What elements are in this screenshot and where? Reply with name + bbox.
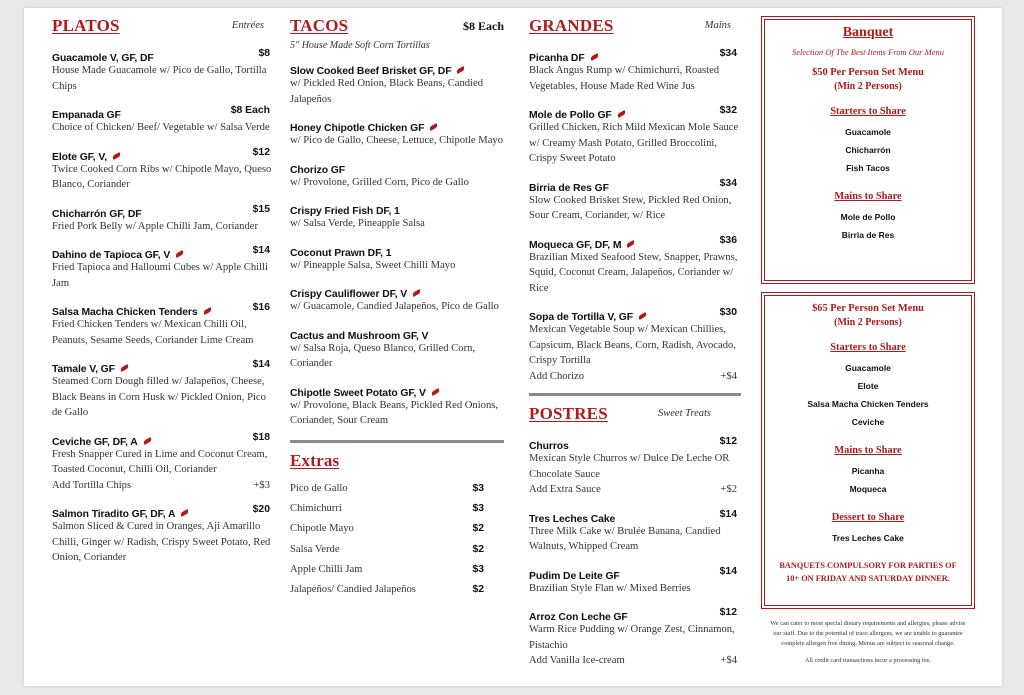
menu1-mains xyxy=(762,208,974,244)
menu-item-price: $34 xyxy=(719,177,737,189)
extras-title: Extras xyxy=(290,450,340,470)
menu-item-price: $16 xyxy=(252,302,270,313)
menu-item-name: Elote GF, V, xyxy=(52,151,108,163)
tacos-title: TACOS xyxy=(290,16,349,35)
menu-item-name: Chicharrón GF, DF xyxy=(52,208,142,220)
menu-item-name: Mole de Pollo GF xyxy=(529,110,612,121)
menu-item xyxy=(290,243,504,274)
menu-item-name: Chipotle Sweet Potato GF, V xyxy=(290,387,426,399)
menu-item xyxy=(52,504,274,566)
addon-label: Add Extra Sauce xyxy=(529,484,601,495)
menu2-mains-title: Mains to Share xyxy=(834,445,902,456)
extra-item-price: $3 xyxy=(472,502,484,514)
addon-price: +$2 xyxy=(720,484,737,495)
menu-item-description: Three Milk Cake w/ Brulée Banana, Candied Walnuts, Whipped Cream xyxy=(529,525,721,552)
menu-item-price: $32 xyxy=(719,105,737,116)
menu-item-name: Empanada GF xyxy=(52,110,121,121)
menu-item-header xyxy=(290,284,504,299)
menu-item-header xyxy=(52,432,274,447)
banquet-dish: Mole de Pollo xyxy=(840,212,896,222)
menu2-mains xyxy=(762,462,974,498)
addon-label: Add Vanilla Ice-cream xyxy=(529,655,625,666)
addon-price: +$4 xyxy=(720,370,737,382)
menu-item-addon xyxy=(52,478,274,494)
menu-item xyxy=(290,284,504,315)
extra-item xyxy=(290,503,504,523)
menu-item-description: Fried Chicken Tenders w/ Mexican Chilli Oil, Peanuts, Sesame Seeds, Coriander Lime Cream xyxy=(52,319,254,346)
menu-item-name: Arroz Con Leche GF xyxy=(529,612,628,623)
menu-item-header xyxy=(52,245,274,260)
banquet-dish: Guacamole xyxy=(845,363,891,373)
menu-item xyxy=(290,201,504,232)
extra-item-name: Pico de Gallo xyxy=(290,482,348,494)
banquet-dish: Ceviche xyxy=(851,417,885,427)
addon-label: Add Chorizo xyxy=(529,370,585,382)
banquet-dish: Salsa Macha Chicken Tenders xyxy=(807,399,929,409)
chili-icon xyxy=(430,388,440,396)
menu2-desserts xyxy=(762,529,974,547)
menu1-starters xyxy=(762,123,974,177)
menu-item-price: $12 xyxy=(252,146,270,158)
menu-item xyxy=(529,48,741,94)
grandes-column xyxy=(529,16,741,680)
menu-item-name: Ceviche GF, DF, A xyxy=(52,436,138,448)
menu2-starters-title: Starters to Share xyxy=(830,342,906,353)
postres-title: POSTRES xyxy=(529,404,608,423)
extra-item xyxy=(290,584,504,604)
extra-item-name: Apple Chilli Jam xyxy=(290,564,363,576)
card-fee-note: All credit card transactions incur a processing fee. xyxy=(804,657,932,664)
menu-item-name: Crispy Fried Fish DF, 1 xyxy=(290,206,400,217)
menu-item-description: Twice Cooked Corn Ribs w/ Chipotle Mayo, Queso Blanco, Coriander xyxy=(52,163,272,190)
menu-item-description: Warm Rice Pudding w/ Orange Zest, Cinnamon, Pistachio xyxy=(529,624,735,651)
menu-item-price: $12 xyxy=(719,607,737,618)
postres-subtitle: Sweet Treats xyxy=(658,408,711,419)
menu-item-price: $14 xyxy=(252,359,270,370)
menu-item-price: $34 xyxy=(719,48,737,59)
menu-item-header xyxy=(529,607,741,622)
menu-item-description: w/ Pineapple Salsa, Sweet Chilli Mayo xyxy=(290,259,456,271)
postres-header xyxy=(529,404,741,426)
chili-icon xyxy=(180,509,190,517)
menu-item-header xyxy=(529,235,741,250)
banquet-title: Banquet xyxy=(842,25,894,40)
menu2-price: $65 Per Person Set Menu xyxy=(812,303,924,314)
extras-list xyxy=(290,483,504,605)
extra-item-price: $3 xyxy=(472,482,484,494)
menu-item-header xyxy=(529,509,741,524)
menu-item-header xyxy=(52,359,274,374)
menu-item xyxy=(290,326,504,372)
menu-item-name: Sopa de Tortilla V, GF xyxy=(529,312,634,323)
banquet-dish: Picanha xyxy=(851,466,885,476)
extra-item-name: Salsa Verde xyxy=(290,543,340,555)
menu-item xyxy=(529,607,741,669)
menu-item xyxy=(52,245,274,291)
menu-item-description: Salmon Sliced & Cured in Oranges, Aji Amarillo Chilli, Ginger w/ Radish, Crispy Sweet Potato, Red Onion, Coriander xyxy=(52,521,271,563)
menu-item xyxy=(52,204,274,235)
platos-list xyxy=(52,48,274,566)
menu-item-description: Choice of Chicken/ Beef/ Vegetable w/ Salsa Verde xyxy=(52,122,270,133)
menu-item-description: Black Angus Rump w/ Chimichurri, Roasted Vegetables, House Made Red Wine Jus xyxy=(529,65,720,92)
banquet-dish: Chicharrón xyxy=(845,145,891,155)
menu-item-name: Picanha DF xyxy=(529,53,585,64)
menu-item-header xyxy=(290,160,504,175)
menu-item-name: Guacamole V, GF, DF xyxy=(52,53,154,64)
extra-item-price: $2 xyxy=(472,584,484,596)
banquet-dish: Birria de Res xyxy=(841,230,895,240)
menu-item-price: $14 xyxy=(252,245,270,256)
menu-item xyxy=(529,509,741,555)
menu-item-name: Cactus and Mushroom GF, V xyxy=(290,330,429,342)
extra-item-price: $2 xyxy=(472,543,484,555)
chili-icon xyxy=(589,53,599,61)
menu-item-description: w/ Provolone, Black Beans, Pickled Red Onions, Coriander, Sour Cream xyxy=(290,399,499,426)
banquet-dish: Fish Tacos xyxy=(846,163,890,173)
menu-item xyxy=(52,48,274,94)
section-divider xyxy=(290,440,504,443)
extra-item-name: Chimichurri xyxy=(290,502,342,514)
tacos-column xyxy=(290,16,504,605)
menu-item xyxy=(290,383,504,429)
menu-item-header xyxy=(52,302,274,317)
menu-item-header xyxy=(290,243,504,258)
banquet-compulsory-note: BANQUETS COMPULSORY FOR PARTIES OF 10+ ON FRIDAY AND SATURDAY DINNER. xyxy=(779,561,957,583)
chili-icon xyxy=(142,437,152,445)
grandes-title: GRANDES xyxy=(529,16,614,35)
menu-item-name: Salsa Macha Chicken Tenders xyxy=(52,307,198,318)
tacos-list xyxy=(290,61,504,429)
menu-item-price: $8 xyxy=(258,48,270,59)
menu-item-name: Tamale V, GF xyxy=(52,364,115,375)
menu-item-header xyxy=(529,178,741,193)
menu-item-addon xyxy=(529,482,741,498)
menu-item xyxy=(529,566,741,597)
extra-item-price: $2 xyxy=(472,523,484,535)
menu-item-name: Honey Chipotle Chicken GF xyxy=(290,123,425,134)
menu1-min: (Min 2 Persons) xyxy=(834,81,902,92)
banquet-dish: Moqueca xyxy=(849,484,887,494)
menu-item xyxy=(529,235,741,297)
menu-item-price: $12 xyxy=(719,436,737,447)
menu-item-header xyxy=(529,48,741,63)
tacos-header xyxy=(290,16,504,38)
menu2-dessert-title: Dessert to Share xyxy=(831,512,905,523)
menu-item-description: w/ Salsa Roja, Queso Blanco, Grilled Corn, Coriander xyxy=(290,342,476,369)
menu-item-price: $14 xyxy=(719,565,737,577)
menu-item-description: Fried Pork Belly w/ Apple Chilli Jam, Coriander xyxy=(52,220,258,232)
menu-item-header xyxy=(52,48,274,63)
menu-item-header xyxy=(290,118,504,133)
tacos-tagline: 5" House Made Soft Corn Tortillas xyxy=(290,40,430,51)
menu-item-description: Brazilian Mixed Seafood Stew, Snapper, Prawns, Squid, Coconut Cream, Jalapeños, Coriander w/ Rice xyxy=(529,251,738,294)
postres-list xyxy=(529,436,741,669)
menu-item xyxy=(52,105,274,136)
platos-subtitle: Entrées xyxy=(231,20,264,31)
platos-title: PLATOS xyxy=(52,16,120,35)
menu-item-header xyxy=(529,436,741,451)
chili-icon xyxy=(429,123,439,131)
banquet-column xyxy=(761,16,975,664)
menu-item xyxy=(529,178,741,224)
grandes-list xyxy=(529,48,741,384)
grandes-header xyxy=(529,16,741,38)
menu-item-name: Tres Leches Cake xyxy=(529,513,616,525)
menu-item-header xyxy=(290,326,504,341)
menu-item xyxy=(52,432,274,494)
menu-item-description: Fried Tapioca and Halloumi Cubes w/ Apple Chilli Jam xyxy=(52,262,268,289)
menu-item-name: Coconut Prawn DF, 1 xyxy=(290,247,392,259)
menu-item xyxy=(529,105,741,167)
menu-item-price: $15 xyxy=(252,203,270,215)
menu-item-header xyxy=(290,61,504,76)
chili-icon xyxy=(412,289,422,297)
menu-item-name: Slow Cooked Beef Brisket GF, DF xyxy=(290,66,452,77)
addon-price: +$4 xyxy=(720,655,737,666)
allergen-fine-print: We can cater to most special dietary requirements and allergies, please advise our staff. Due to the potential of trace allergens, we are unable to guarantee complete allergen free dining. Menus are subject to seasonal change. xyxy=(770,620,966,647)
banquet-box-65 xyxy=(761,292,975,609)
menu-item-description: Grilled Chicken, Rich Mild Mexican Mole Sauce w/ Creamy Mash Potato, Grilled Broccolini, Crispy Sweet Potato xyxy=(529,122,739,164)
menu-item-addon xyxy=(529,369,741,385)
menu-item xyxy=(290,160,504,191)
menu-item-header xyxy=(529,566,741,581)
menu-item-header xyxy=(290,383,504,398)
banquet-tagline: Selection Of The Best Items From Our Menu xyxy=(792,47,944,57)
menu-item-description: Mexican Vegetable Soup w/ Mexican Chillies, Capsicum, Black Beans, Corn, Radish, Avocado, Crispy Tortilla xyxy=(529,324,736,366)
menu-item-description: Brazilian Style Flan w/ Mixed Berries xyxy=(529,582,691,594)
extra-item xyxy=(290,483,504,503)
chili-icon xyxy=(175,250,185,258)
menu-page xyxy=(24,8,1002,686)
extra-item-price: $3 xyxy=(472,564,484,576)
chili-icon xyxy=(638,312,648,320)
banquet-dish: Elote xyxy=(857,381,879,391)
menu-item-description: House Made Guacamole w/ Pico de Gallo, Tortilla Chips xyxy=(52,65,267,92)
section-divider xyxy=(529,393,741,396)
menu-item-description: w/ Pickled Red Onion, Black Beans, Candied Jalapeños xyxy=(290,78,484,105)
menu2-starters xyxy=(762,359,974,431)
menu1-mains-title: Mains to Share xyxy=(834,191,902,202)
menu-item-name: Pudim De Leite GF xyxy=(529,570,620,582)
menu-item-header xyxy=(52,105,274,120)
extra-item xyxy=(290,523,504,543)
menu-item-name: Chorizo GF xyxy=(290,164,345,176)
menu-item xyxy=(52,302,274,348)
banquet-dish: Guacamole xyxy=(845,127,891,137)
menu-item-addon xyxy=(529,653,741,669)
extra-item-name: Chipotle Mayo xyxy=(290,523,354,535)
chili-icon xyxy=(626,240,636,248)
tacos-price: $8 Each xyxy=(462,19,504,33)
banquet-dish: Tres Leches Cake xyxy=(832,533,904,543)
platos-column xyxy=(52,16,274,577)
menu-item-header xyxy=(529,307,741,322)
menu-item-name: Salmon Tiradito GF, DF, A xyxy=(52,509,176,520)
menu-item-price: $30 xyxy=(719,307,737,318)
menu-item-price: $8 Each xyxy=(230,105,270,116)
menu-item xyxy=(52,359,274,421)
addon-price: +$3 xyxy=(253,479,270,491)
menu-item xyxy=(529,436,741,498)
grandes-subtitle: Mains xyxy=(704,20,731,31)
extra-item xyxy=(290,544,504,564)
chili-icon xyxy=(120,364,130,372)
menu1-price: $50 Per Person Set Menu xyxy=(812,67,924,78)
menu-item-header xyxy=(52,204,274,219)
menu-item-name: Dahino de Tapioca GF, V xyxy=(52,250,171,261)
menu-item-name: Birria de Res GF xyxy=(529,182,609,194)
menu-item-description: w/ Salsa Verde, Pineapple Salsa xyxy=(290,218,425,229)
menu-item xyxy=(290,118,504,149)
menu-item-name: Moqueca GF, DF, M xyxy=(529,239,622,251)
addon-label: Add Tortilla Chips xyxy=(52,479,132,491)
menu-item-description: Slow Cooked Brisket Stew, Pickled Red Onion, Sour Cream, Coriander, w/ Rice xyxy=(529,194,732,221)
menu-item-name: Crispy Cauliflower DF, V xyxy=(290,289,408,300)
menu1-starters-title: Starters to Share xyxy=(830,106,906,117)
menu-item-header xyxy=(52,147,274,162)
chili-icon xyxy=(112,152,122,160)
menu-item-price: $20 xyxy=(252,504,270,515)
platos-header xyxy=(52,16,274,38)
menu2-min: (Min 2 Persons) xyxy=(834,317,902,328)
banquet-box-50 xyxy=(761,16,975,284)
menu-item-description: w/ Pico de Gallo, Cheese, Lettuce, Chipotle Mayo xyxy=(290,135,504,146)
menu-item xyxy=(529,307,741,384)
menu-item-description: w/ Provolone, Grilled Corn, Pico de Gallo xyxy=(290,176,469,188)
menu-item-price: $18 xyxy=(252,431,270,443)
chili-icon xyxy=(616,110,626,118)
menu-item-price: $36 xyxy=(719,234,737,246)
menu-item xyxy=(290,61,504,107)
menu-item-description: Fresh Snapper Cured in Lime and Coconut Cream, Toasted Coconut, Chilli Oil, Coriander xyxy=(52,448,268,475)
menu-item-header xyxy=(290,201,504,216)
menu-item-price: $14 xyxy=(719,508,737,520)
extra-item xyxy=(290,564,504,584)
menu-item-description: w/ Guacamole, Candied Jalapeños, Pico de Gallo xyxy=(290,301,499,312)
menu-item-header xyxy=(52,504,274,519)
menu-item-description: Mexican Style Churros w/ Dulce De Leche OR Chocolate Sauce xyxy=(529,453,730,480)
menu-item xyxy=(52,147,274,193)
menu-item-name: Churros xyxy=(529,441,569,452)
chili-icon xyxy=(202,307,212,315)
extras-header xyxy=(290,451,504,473)
menu-item-description: Steamed Corn Dough filled w/ Jalapeños, Cheese, Black Beans in Corn Husk w/ Pickled Onion, Pico de Gallo xyxy=(52,376,266,418)
menu-item-header xyxy=(529,105,741,120)
chili-icon xyxy=(456,66,466,74)
extra-item-name: Jalapeños/ Candied Jalapeños xyxy=(290,584,416,596)
